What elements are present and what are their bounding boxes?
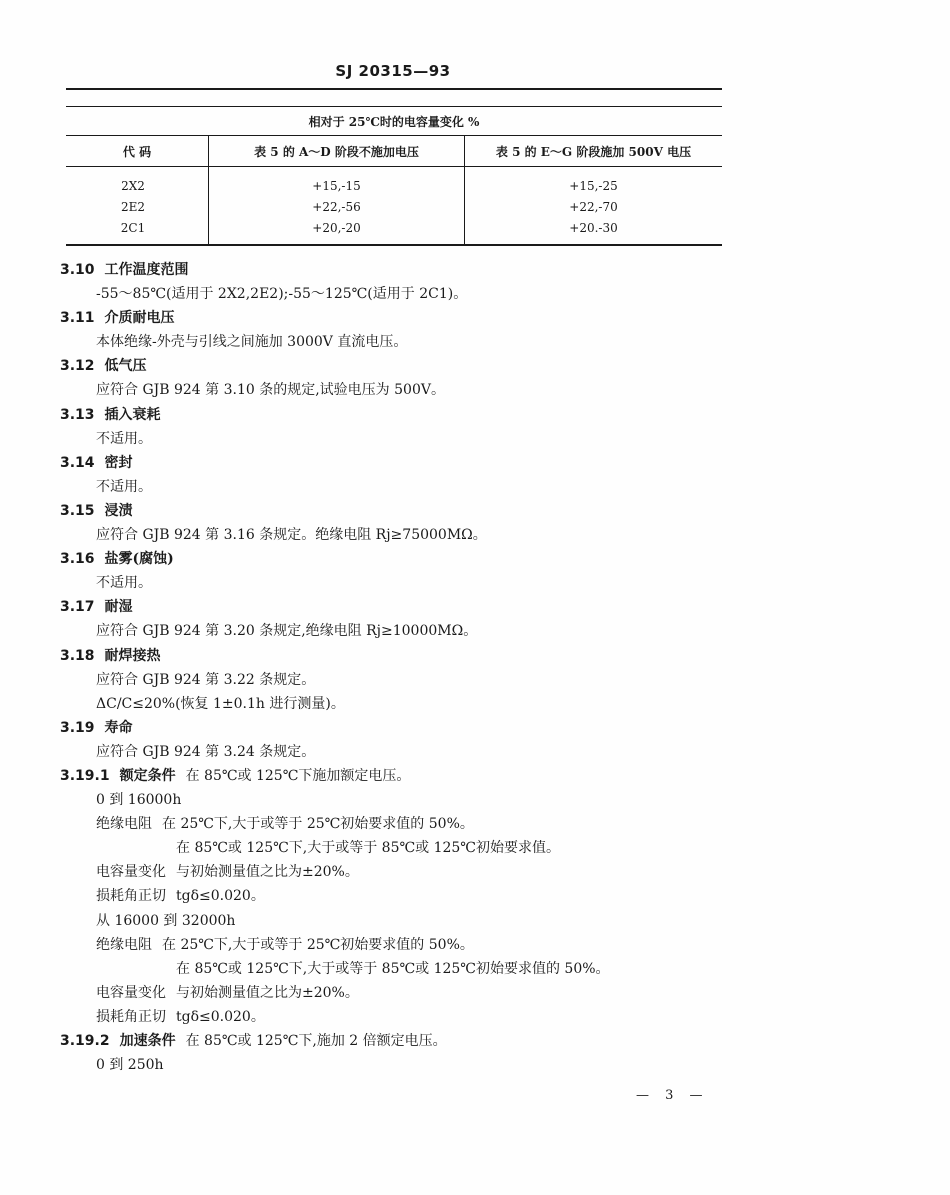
- section-title: 介质耐电压: [104, 310, 175, 327]
- cell-a-d: +22,-56: [209, 196, 465, 217]
- section-heading-3-19: [60, 716, 740, 740]
- section-heading-3-12: [60, 354, 740, 378]
- requirement-text: 在 25℃下,大于或等于 25℃初始要求值的 50%。: [162, 936, 474, 953]
- cell-a-d: +20,-20: [209, 217, 465, 245]
- section-heading-3-18: [60, 644, 740, 668]
- section-title: 耐焊接热: [104, 647, 161, 664]
- insulation-resistance-line: [60, 812, 740, 836]
- loss-tangent-line: [60, 884, 740, 908]
- section-number: 3.11: [60, 310, 95, 327]
- section-title: 耐湿: [104, 599, 133, 616]
- section-number: 3.12: [60, 358, 95, 375]
- section-title: 盐雾(腐蚀): [104, 551, 174, 568]
- section-title: 加速条件: [119, 1033, 176, 1049]
- section-heading-3-19-2: [60, 1029, 740, 1053]
- section-text: 本体绝缘-外壳与引线之间施加 3000V 直流电压。: [96, 334, 408, 351]
- document-code: SJ 20315—93: [335, 62, 451, 80]
- section-heading-3-16: [60, 547, 740, 571]
- loss-tangent-line: [60, 1005, 740, 1029]
- requirement-text: 与初始测量值之比为±20%。: [176, 864, 359, 881]
- section-title: 寿命: [104, 719, 133, 736]
- section-text: 应符合 GJB 924 第 3.22 条规定。: [96, 671, 316, 688]
- section-condition: 在 85℃或 125℃下,施加 2 倍额定电压。: [185, 1033, 447, 1049]
- section-text: 不适用。: [96, 430, 152, 447]
- capacitance-change-label: 电容量变化: [96, 984, 166, 1001]
- section-heading-3-13: [60, 403, 740, 427]
- cell-code: 2E2: [120, 199, 146, 214]
- section-heading-3-11: [60, 306, 740, 330]
- top-rule: [66, 88, 722, 90]
- requirement-text: 在 85℃或 125℃下,大于或等于 85℃或 125℃初始要求值。: [176, 840, 560, 857]
- requirement-text: tgδ≤0.020。: [176, 888, 265, 905]
- section-title: 低气压: [104, 358, 147, 375]
- cell-e-g: +15,-25: [465, 167, 723, 197]
- insulation-resistance-label: 绝缘电阻: [96, 936, 152, 953]
- section-text: 不适用。: [96, 575, 152, 592]
- table-group-header: 相对于 25℃时的电容量变化 %: [66, 107, 722, 136]
- section-heading-3-14: [60, 451, 740, 475]
- section-text: -55～85℃(适用于 2X2,2E2);-55～125℃(适用于 2C1)。: [96, 286, 468, 303]
- capacitance-change-label: 电容量变化: [96, 864, 166, 881]
- section-title: 工作温度范围: [104, 262, 189, 278]
- section-text: 不适用。: [96, 478, 152, 495]
- requirement-text: tgδ≤0.020。: [176, 1008, 265, 1025]
- capacitance-change-line: [60, 981, 740, 1005]
- section-number: 3.10: [60, 262, 95, 278]
- cell-e-g: +22,-70: [465, 196, 723, 217]
- period-text: 0 到 16000h: [96, 792, 182, 809]
- document-body: [60, 258, 740, 1077]
- requirement-text: 与初始测量值之比为±20%。: [176, 984, 359, 1001]
- section-text: 应符合 GJB 924 第 3.24 条规定。: [96, 743, 316, 760]
- period-text: 从 16000 到 32000h: [96, 912, 236, 929]
- requirement-text: 在 25℃下,大于或等于 25℃初始要求值的 50%。: [162, 816, 474, 833]
- column-header-a-d: 表 5 的 A～D 阶段不施加电压: [209, 136, 465, 167]
- section-text: ΔC/C≤20%(恢复 1±0.1h 进行测量)。: [96, 695, 345, 712]
- section-number: 3.18: [60, 647, 95, 664]
- loss-tangent-label: 损耗角正切: [96, 888, 166, 905]
- section-number: 3.17: [60, 599, 95, 616]
- period-text: 0 到 250h: [96, 1057, 164, 1074]
- section-number: 3.15: [60, 502, 95, 519]
- section-number: 3.16: [60, 551, 95, 568]
- column-header-code: 代 码: [66, 136, 209, 167]
- section-heading-3-17: [60, 595, 740, 619]
- section-number: 3.19: [60, 719, 95, 736]
- section-number: 3.13: [60, 406, 95, 423]
- section-title: 插入衰耗: [104, 406, 161, 423]
- table-row: [66, 217, 722, 245]
- section-number: 3.19.1: [60, 767, 110, 784]
- insulation-resistance-label: 绝缘电阻: [96, 816, 152, 833]
- capacitance-change-table: [66, 107, 722, 246]
- section-title: 额定条件: [119, 767, 176, 784]
- section-text: 应符合 GJB 924 第 3.16 条规定。绝缘电阻 Rj≥75000MΩ。: [96, 527, 487, 544]
- section-title: 密封: [104, 454, 133, 471]
- page-number: — 3 —: [636, 1088, 709, 1103]
- column-header-e-g: 表 5 的 E～G 阶段施加 500V 电压: [465, 136, 723, 167]
- section-heading-3-15: [60, 499, 740, 523]
- section-condition: 在 85℃或 125℃下施加额定电压。: [185, 767, 411, 784]
- cell-code: 2C1: [120, 220, 146, 235]
- section-number: 3.19.2: [60, 1033, 110, 1049]
- section-heading-3-10: [60, 258, 740, 282]
- table-row: [66, 196, 722, 217]
- cell-code: 2X2: [121, 178, 145, 193]
- section-title: 浸渍: [104, 502, 133, 519]
- cell-e-g: +20.-30: [465, 217, 723, 245]
- table-row: [66, 167, 722, 197]
- loss-tangent-label: 损耗角正切: [96, 1008, 166, 1025]
- section-number: 3.14: [60, 454, 95, 471]
- insulation-resistance-line: [60, 933, 740, 957]
- section-text: 应符合 GJB 924 第 3.10 条的规定,试验电压为 500V。: [96, 382, 445, 399]
- capacitance-change-line: [60, 860, 740, 884]
- section-heading-3-19-1: [60, 764, 740, 788]
- cell-a-d: +15,-15: [209, 167, 465, 197]
- section-text: 应符合 GJB 924 第 3.20 条规定,绝缘电阻 Rj≥10000MΩ。: [96, 623, 478, 640]
- requirement-text: 在 85℃或 125℃下,大于或等于 85℃或 125℃初始要求值的 50%。: [176, 960, 610, 977]
